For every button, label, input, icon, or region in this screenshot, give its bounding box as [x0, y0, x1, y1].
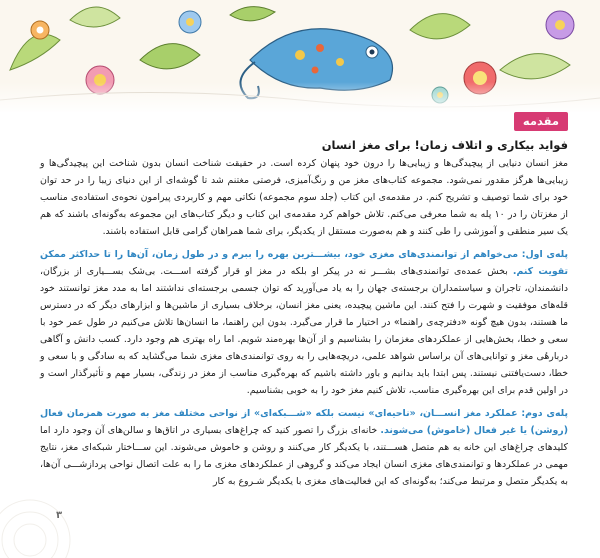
article-body	[40, 110, 568, 496]
paragraph-step-one	[40, 246, 568, 399]
corner-ornament	[0, 470, 130, 558]
step-two-heading: پله‌ی دوم: عملکرد مغز انســـان، «ناحیه‌ای» نیست بلکه «شـــبکه‌ای» از نواحی مختلف مغز به صورت همزمان فعال (روشن) یا غیر فعال (خاموش) می‌شوند.	[40, 408, 568, 436]
paragraph-intro-text: مغز انسان دنیایی از پیچیدگی‌ها و زیبایی‌ها را درون خود پنهان کرده است. در حقیقت شناخت انسان بدون شناخت این پیچیدگی‌ها و زیبایی‌ها هرگز مقدور نمی‌شود. مجموعه کتاب‌های مغز من و رنگ‌آمیزی، فرصتی مغتنم شد تا گوشه‌ای از این دنیای زیبا را در حد توان خود برای شما توصیف و تشریح کنم. در مقدمه‌ی این کتاب (جلد سوم مجموعه) نکاتی مهم و کاربردی پیرامون نحوه‌ی استفاده‌ی مناسب از مغزتان را در ۱۰ پله به شما معرفی می‌کنم. تلاش خواهم کرد مقدمه‌ی این کتاب و دیگر کتاب‌های این مجموعه به‌گونه‌ای باشند که هم یک سیر منطقی و آموزشی را طی کنند و هم به‌صورت مستقل از یکدیگر، برای شما همراهان گرامی قابل استفاده باشند.	[40, 158, 568, 237]
step-one-heading: پله‌ی اول: می‌خواهم از توانمندی‌های مغزی خود، بیشـــترین بهره را ببرم و در طول زمان، آن‌ها را تا حداکثر ممکن تقویت کنم.	[40, 249, 569, 277]
main-heading: فواید بیکاری و اتلاف زمان! برای مغز انسان	[321, 138, 568, 152]
paragraph-intro	[40, 155, 568, 240]
section-badge: مقدمه	[514, 112, 568, 131]
floral-banner	[0, 0, 600, 112]
banner-fade	[0, 82, 600, 112]
intro-row	[40, 110, 568, 134]
step-two-text: خانه‌ای بزرگ را تصور کنید که چراغ‌های بسیاری در اتاق‌ها و سالن‌های آن وجود دارد اما کلیدهای چراغ‌های این خانه به هم متصل هســـتند، با یکدیگر کار می‌کنند و روشن و خاموش می‌شوند. این ســـاختار شبکه‌ای مغز، نتایج مهمی در عملکردها و توانمندی‌های مغزی انسان ایجاد می‌کند و گروهی از عملکردهای مغزی ما را به علت اتصال نواحی پردازشـــی آن‌ها، به یکدیگر متصل و مرتبط می‌کند؛ به‌گونه‌ای که این فعالیت‌های مغزی با یکدیگر شـروع به کار	[40, 425, 568, 487]
step-one-text: بخش عمده‌ی توانمندی‌های بشـــر نه در پیکر او بلکه در مغز او قرار گرفته اســـت. بی‌شک بســـیاری از بزرگان، دانشمندان، تاجران و سیاستمداران برجسته‌ی جهان را به یاد می‌آورید که توان جسمی برجسته‌ای نداشتند اما به مدد مغز توانستند خود قله‌های موفقیت و شهرت را فتح کنند. این ماشین پیچیده، یعنی مغز انسان، برخلاف بسیاری از ماشین‌ها و ابزارهای دیگر که در دسترس ما هستند، بدون هیچ گونه «دفترچه‌ی راهنما» در اختیار ما قرار می‌گیرد. بدون این راهنما، ما انسان‌ها تلاش می‌کنیم در طول عمر خود با سعی و خطا، بخش‌هایی از عملکردهای مغزمان را بشناسیم و از آن‌ها بهره‌مند شویم. اما راه بهتری هم وجود دارد. کسب دانش و آگاهی دربارهٔی مغز و توانایی‌های آن براساس شواهد علمی، دریچه‌هایی را به روی توانمندی‌های مغزی شما می‌گشاید که به سادگی و با سعی و خطا، دست‌یافتنی نیستند. پس ابتدا باید بدانیم و باور داشته باشیم که بهره‌گیری مناسب از مغز در زندگی، بسیار مهم و تأثیرگذار است و در اولین قدم برای این بهره‌گیری مناسب، تلاش کنیم مغز خود را به خوبی بشناسیم.	[40, 266, 568, 396]
page-number: ۳	[56, 510, 63, 521]
